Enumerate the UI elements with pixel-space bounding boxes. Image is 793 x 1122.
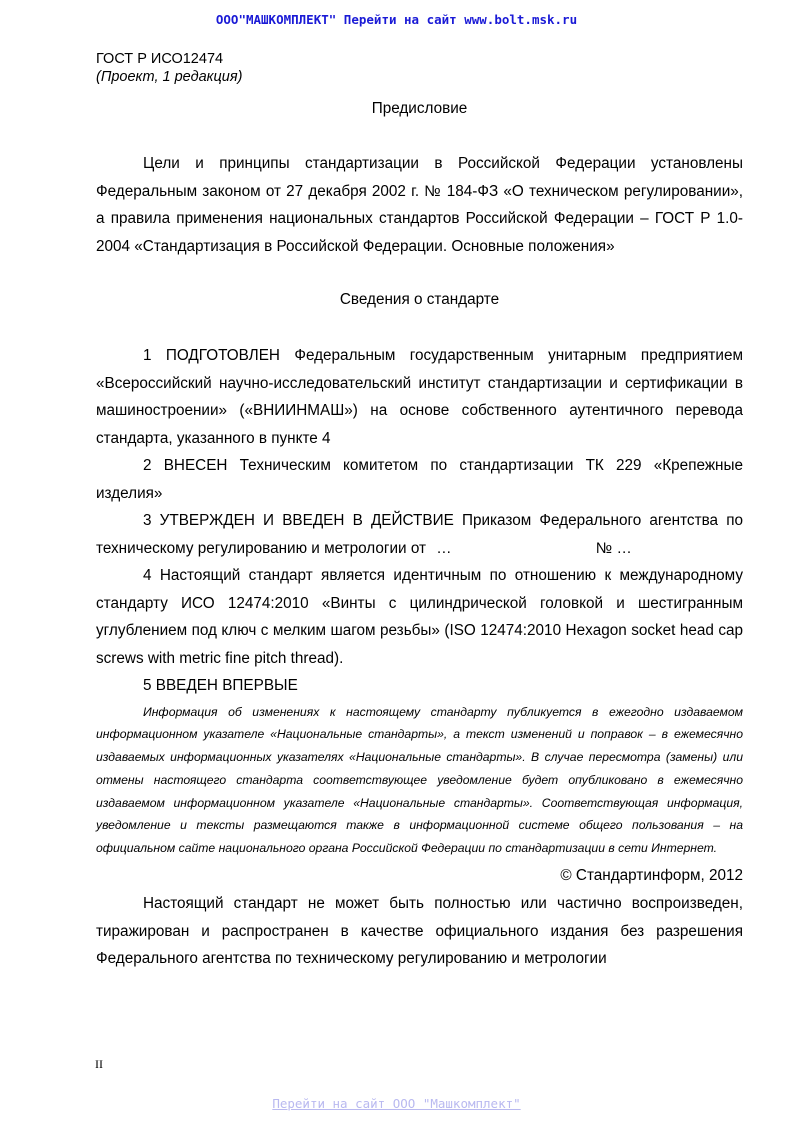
standard-info-title: Сведения о стандарте [339, 291, 500, 308]
info-item-2: 2 ВНЕСЕН Техническим комитетом по стандартизации ТК 229 «Крепежные изделия» [96, 457, 743, 502]
approval-number-placeholder: № … [595, 539, 632, 557]
info-item-1: 1 ПОДГОТОВЛЕН Федеральным государственным унитарным предприятием «Всероссийский научно-исследовательский институт стандартизации и сертификации в машиностроении» («ВНИИНМАШ») на основе собственного аутентичного перевода стандарта, указанного в пункте 4 [96, 347, 743, 447]
foreword-title: Предисловие [371, 100, 468, 117]
info-item-5: 5 ВВЕДЕН ВПЕРВЫЕ [143, 677, 298, 694]
info-item-4: 4 Настоящий стандарт является идентичным по отношению к международному стандарту ИСО 12474:2010 «Винты с цилиндрической головкой и шестигранным углублением под ключ с мелким шагом резьбы» (ISO 12474:2010 Hexagon socket head cap screws with metric fine pitch thread). [96, 567, 743, 667]
document-header [96, 50, 242, 86]
gost-code: ГОСТ Р ИСО12474 [96, 51, 224, 67]
foreword-text: Цели и принципы стандартизации в Российской Федерации установлены Федеральным законом от 27 декабря 2002 г. № 184-ФЗ «О техническом регулировании», а правила применения национальных стандартов Российской Федерации – ГОСТ Р 1.0-2004 «Стандартизация в Российской Федерации. Основные положения» [96, 155, 743, 255]
approval-date-placeholder: … [436, 539, 452, 557]
info-item-3 [96, 507, 743, 562]
document-body [96, 98, 743, 973]
page-number: II [95, 1057, 103, 1071]
copyright-line: © Стандартинформ, 2012 [560, 867, 743, 885]
top-site-link[interactable]: ООО"МАШКОМПЛЕКТ" Перейти на сайт www.bolt.msk.ru [215, 12, 578, 27]
bottom-site-link[interactable]: Перейти на сайт ООО "Машкомплект" [272, 1096, 521, 1111]
change-notice: Информация об изменениях к настоящему стандарту публикуется в ежегодно издаваемом информационном указателе «Национальные стандарты», а текст изменений и поправок – в ежемесячно издаваемых информационных указателях «Национальные стандарты». В случае пересмотра (замены) или отмены настоящего стандарта соответствующее уведомление будет опубликовано в ежемесячно издаваемом информационном указателе «Национальные стандарты». Соответствующая информация, уведомление и тексты размещаются также в информационной системе общего пользования – на официальном сайте национального органа Российской Федерации по стандартизации в сети Интернет. [96, 704, 743, 856]
reproduction-notice: Настоящий стандарт не может быть полностью или частично воспроизведен, тиражирован и распространен в качестве официального издания без разрешения Федерального агентства по техническому регулированию и метрологии [96, 895, 743, 968]
edition-note: (Проект, 1 редакция) [96, 69, 243, 85]
info-item-3-text: 3 УТВЕРЖДЕН И ВВЕДЕН В ДЕЙСТВИЕ Приказом Федерального агентства по техническому регулированию и метрологии от [96, 512, 743, 557]
